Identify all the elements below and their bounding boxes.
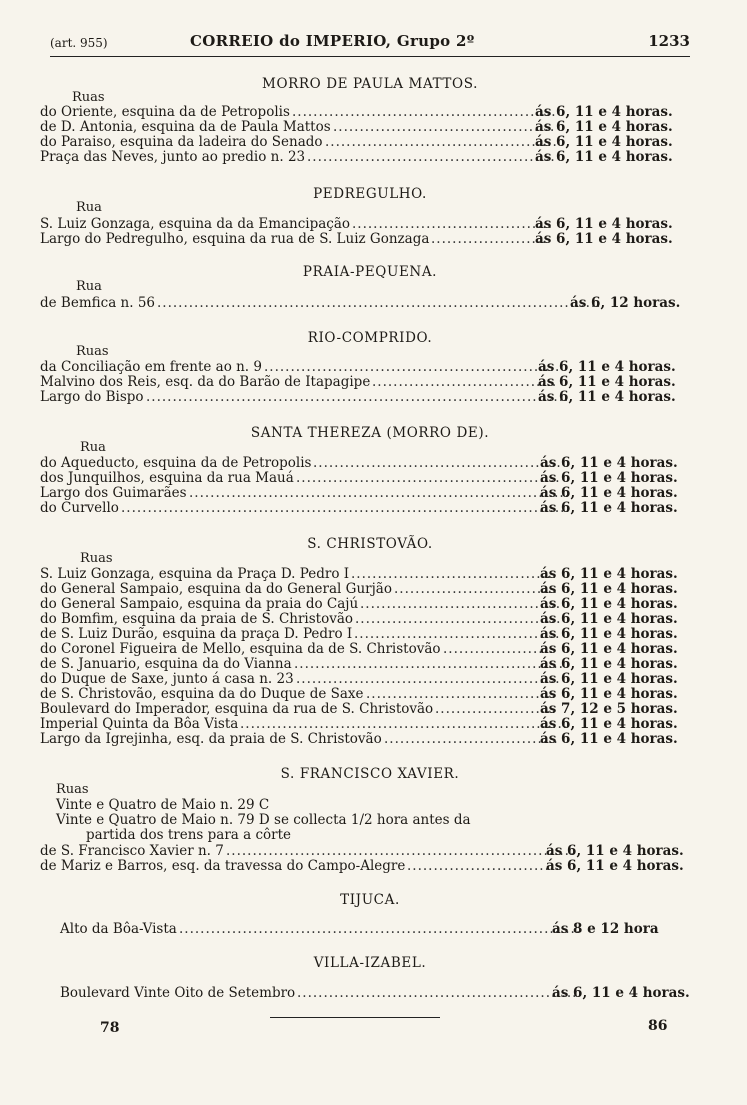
location-text: Largo da Igrejinha, esq. da praia de S. Christovão (40, 731, 382, 747)
schedule-row (40, 216, 690, 232)
article-ref: (art. 955) (50, 36, 108, 50)
collection-time: ás 6, 11 e 4 horas. (540, 581, 678, 597)
dot-leader: ...................................... (352, 216, 554, 232)
dot-leader: ............................................................................ (179, 921, 582, 937)
dot-leader: ........................................................ (264, 359, 561, 375)
collection-time: ás 6, 11 e 4 horas. (535, 134, 673, 150)
schedule-row (40, 374, 690, 390)
schedule-row (40, 701, 690, 717)
footer-rule (270, 1017, 440, 1018)
section-title-rio: RIO-COMPRIDO. (307, 330, 433, 346)
location-text: do Duque de Saxe, junto á casa n. 23 (40, 671, 294, 687)
location-text: Alto da Bôa-Vista (60, 921, 177, 937)
section-label: Ruas (80, 551, 113, 566)
dot-leader: .................................................. (292, 104, 557, 120)
dot-leader: ..................................................................................... (121, 500, 571, 516)
dot-leader: ...................... (431, 231, 548, 247)
collection-time: ás 6, 11 e 4 horas. (540, 716, 678, 732)
dot-leader: ............................... (394, 581, 559, 597)
collection-time: ás 7, 12 e 5 horas. (540, 701, 678, 717)
schedule-row (40, 104, 690, 120)
collection-time: ás 6, 11 e 4 horas. (540, 731, 678, 747)
footer-left-number: 78 (100, 1020, 120, 1036)
location-text: de D. Antonia, esquina da de Paula Mattos (40, 119, 331, 135)
location-text: do General Sampaio, esquina da do General Gurjão (40, 581, 392, 597)
schedule-row (40, 671, 690, 687)
location-text: do Bomfim, esquina da praia de S. Christovão (40, 611, 354, 627)
location-text: de S. Christovão, esquina da do Duque de Saxe (40, 686, 364, 702)
collection-time: ás 6, 11 e 4 horas. (546, 858, 684, 874)
location-text: da Conciliação em frente ao n. 9 (40, 359, 262, 375)
schedule-row (40, 843, 690, 859)
collection-time: ás 6, 11 e 4 horas. (540, 686, 678, 702)
location-text: Largo do Bispo (40, 389, 144, 405)
schedule-row (40, 566, 690, 582)
location-text: de S. Luiz Durão, esquina da praça D. Pedro I (40, 626, 353, 642)
collection-time: ás 6, 11 e 4 horas. (538, 359, 676, 375)
collection-time: ás 6, 12 horas. (570, 295, 681, 311)
collection-time: ás 6, 11 e 4 horas. (552, 985, 690, 1001)
xavier-line-2: Vinte e Quatro de Maio n. 79 D se collecta 1/2 hora antes da (56, 812, 471, 828)
dot-leader: ................................................... (294, 656, 564, 672)
collection-time: ás 6, 11 e 4 horas. (540, 626, 678, 642)
location-text: do Paraiso, esquina da ladeira do Senado (40, 134, 323, 150)
schedule-row (40, 119, 690, 135)
location-text: de Mariz e Barros, esq. da travessa do Campo-Alegre (40, 858, 406, 874)
schedule-row (40, 389, 690, 405)
dot-leader: ................................. (384, 731, 559, 747)
dot-leader: ............................................... (307, 149, 556, 165)
schedule-row (40, 231, 690, 247)
dot-leader: ........................................................................ (189, 485, 570, 501)
location-text: do Curvello (40, 500, 119, 516)
location-text: de Bemfica n. 56 (40, 295, 155, 311)
location-text: Boulevard Vinte Oito de Setembro (60, 985, 296, 1001)
xavier-line-1: Vinte e Quatro de Maio n. 29 C (56, 797, 270, 813)
collection-time: ás 6, 11 e 4 horas. (540, 611, 678, 627)
location-text: de S. Januario, esquina da do Vianna (40, 656, 292, 672)
collection-time: ás 6, 11 e 4 horas. (540, 671, 678, 687)
collection-time: ás 6, 11 e 4 horas. (535, 104, 673, 120)
section-title-pedregulho: PEDREGULHO. (313, 186, 427, 202)
collection-time: ás 6, 11 e 4 horas. (535, 216, 673, 232)
collection-time: ás 6, 11 e 4 horas. (540, 500, 678, 516)
section-title-tijuca: TIJUCA. (340, 892, 400, 908)
collection-time: ás 6, 11 e 4 horas. (538, 389, 676, 405)
collection-time: ás 6, 11 e 4 horas. (540, 485, 678, 501)
dot-leader: ................................... (372, 374, 558, 390)
collection-time: ás 8 e 12 hora (552, 921, 659, 937)
dot-leader: .............................................................. (240, 716, 569, 732)
section-label: Ruas (56, 782, 89, 797)
schedule-row (40, 500, 690, 516)
xavier-line-3: partida dos trens para a côrte (86, 827, 292, 843)
location-text: S. Luiz Gonzaga, esquina da da Emancipação (40, 216, 351, 232)
section-label: Rua (76, 200, 102, 215)
schedule-row (40, 686, 690, 702)
schedule-row (40, 485, 690, 501)
section-label: Rua (76, 279, 102, 294)
schedule-row (40, 596, 690, 612)
section-title-christovao: S. CHRISTOVÃO. (307, 536, 433, 552)
dot-leader: .................................................. (296, 470, 561, 486)
dot-leader: .................................................................................... (157, 295, 602, 311)
schedule-row (40, 656, 690, 672)
collection-time: ás 6, 11 e 4 horas. (535, 149, 673, 165)
schedule-row (40, 134, 690, 150)
dot-leader: ............................................ (325, 134, 558, 150)
schedule-row (60, 985, 710, 1001)
collection-time: ás 6, 11 e 4 horas. (546, 843, 684, 859)
running-header (50, 30, 690, 57)
location-text: do Aqueducto, esquina da de Petropolis (40, 455, 312, 471)
schedule-row (40, 149, 690, 165)
dot-leader: .................................... (366, 686, 557, 702)
dot-leader: ............................. (407, 858, 561, 874)
location-text: Praça das Neves, junto ao predio n. 23 (40, 149, 306, 165)
location-text: do Oriente, esquina da de Petropolis (40, 104, 290, 120)
dot-leader: ....................................... (355, 611, 562, 627)
section-title-santa: SANTA THEREZA (MORRO DE). (250, 425, 490, 441)
location-text: do Coronel Figueira de Mello, esquina da de S. Christovão (40, 641, 441, 657)
page-number: 1233 (648, 32, 690, 50)
location-text: S. Luiz Gonzaga, esquina da Praça D. Pedro I (40, 566, 350, 582)
collection-time: ás 6, 11 e 4 horas. (540, 455, 678, 471)
dot-leader: .................................................................. (226, 843, 576, 859)
dot-leader: ....................................... (351, 566, 558, 582)
collection-time: ás 6, 11 e 4 horas. (535, 119, 673, 135)
collection-time: ás 6, 11 e 4 horas. (540, 470, 678, 486)
location-text: do General Sampaio, esquina da praia do Cajú (40, 596, 359, 612)
location-text: Largo dos Guimarães (40, 485, 187, 501)
dot-leader: ............................................... (313, 455, 562, 471)
section-title-villa: VILLA-IZABEL. (313, 955, 427, 971)
location-text: Malvino dos Reis, esq. da do Barão de Itapagipe (40, 374, 371, 390)
location-text: dos Junquilhos, esquina da rua Mauá (40, 470, 294, 486)
schedule-row (40, 858, 690, 874)
dot-leader: ................................................................................ (146, 389, 570, 405)
section-title-xavier: S. FRANCISCO XAVIER. (280, 766, 460, 782)
collection-time: ás 6, 11 e 4 horas. (540, 656, 678, 672)
dot-leader: ..................................................... (297, 985, 578, 1001)
collection-time: ás 6, 11 e 4 horas. (535, 231, 673, 247)
location-text: Imperial Quinta da Bôa Vista (40, 716, 239, 732)
section-title-morro: MORRO DE PAULA MATTOS. (262, 76, 478, 92)
schedule-row (40, 470, 690, 486)
section-label: Ruas (72, 90, 105, 105)
collection-time: ás 6, 11 e 4 horas. (540, 566, 678, 582)
location-text: de S. Francisco Xavier n. 7 (40, 843, 224, 859)
schedule-row (40, 295, 690, 311)
schedule-row (40, 359, 690, 375)
collection-time: ás 6, 11 e 4 horas. (540, 596, 678, 612)
location-text: Boulevard do Imperador, esquina da rua de S. Christovão (40, 701, 434, 717)
section-label: Rua (80, 440, 106, 455)
schedule-row (40, 641, 690, 657)
schedule-row (40, 626, 690, 642)
schedule-row (60, 921, 710, 937)
section-label: Ruas (76, 344, 109, 359)
schedule-row (40, 455, 690, 471)
schedule-row (40, 716, 690, 732)
footer-right-number: 86 (648, 1018, 668, 1034)
collection-time: ás 6, 11 e 4 horas. (538, 374, 676, 390)
dot-leader: .................................................. (296, 671, 561, 687)
dot-leader: ..................... (443, 641, 555, 657)
schedule-row (40, 581, 690, 597)
collection-time: ás 6, 11 e 4 horas. (540, 641, 678, 657)
dot-leader: .......................................... (333, 119, 556, 135)
dot-leader: ....................... (435, 701, 557, 717)
schedule-row (40, 731, 690, 747)
publication-title: CORREIO do IMPERIO, Grupo 2º (190, 32, 475, 50)
dot-leader: ....................................... (354, 626, 561, 642)
schedule-row (40, 611, 690, 627)
location-text: Largo do Pedregulho, esquina da rua de S. Luiz Gonzaga (40, 231, 430, 247)
section-title-praia: PRAIA-PEQUENA. (302, 264, 438, 280)
dot-leader: ...................................... (360, 596, 562, 612)
